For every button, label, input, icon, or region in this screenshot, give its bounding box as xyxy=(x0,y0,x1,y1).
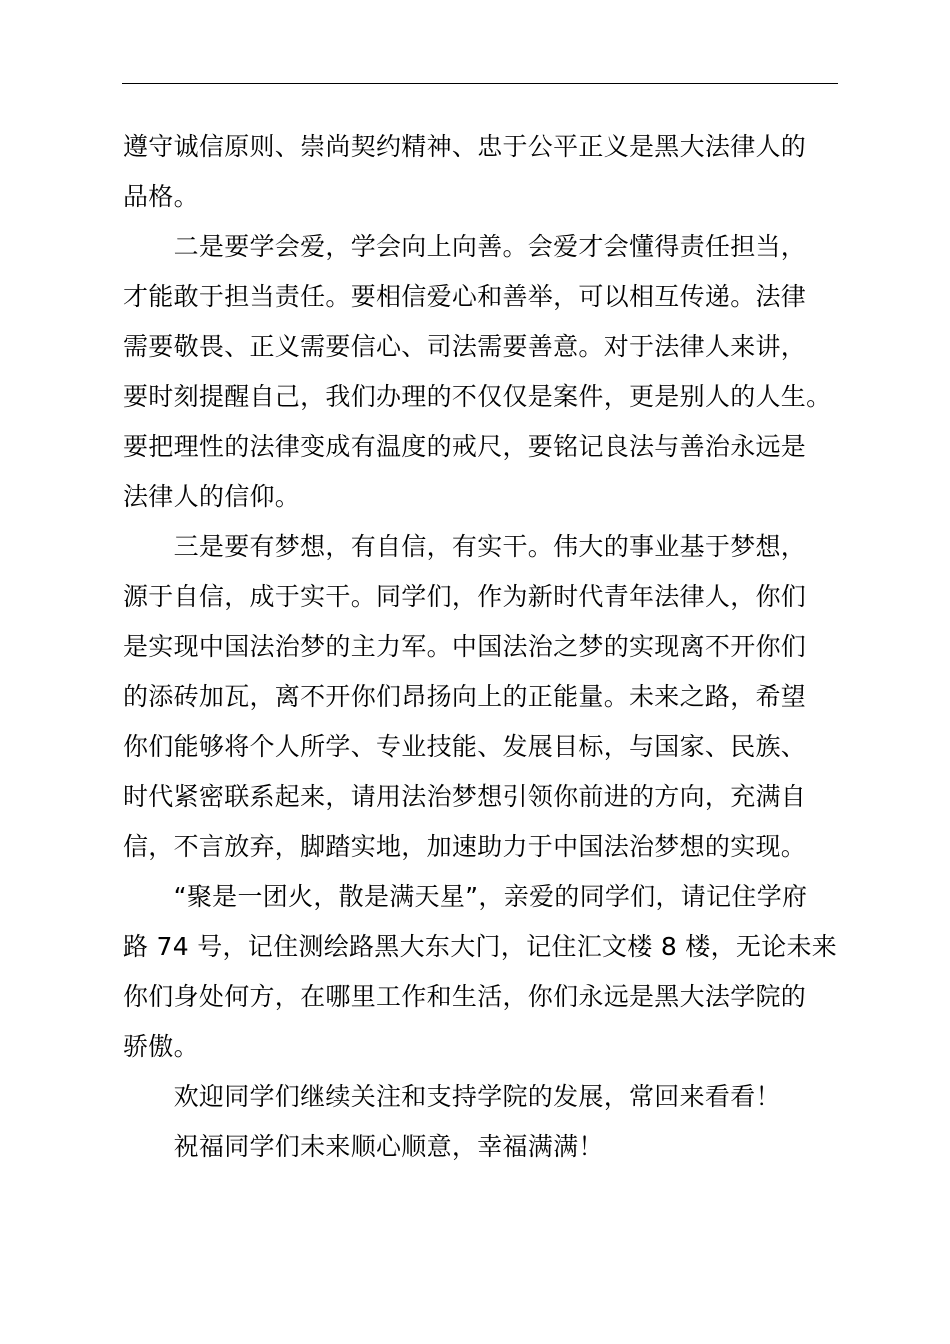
text-line: 源于自信，成于实干。同学们，作为新时代青年法律人，你们 xyxy=(123,582,807,611)
text-line: 法律人的信仰。 xyxy=(123,482,301,511)
paragraph-integrity xyxy=(123,122,839,222)
text-line: “聚是一团火，散是满天星”，亲爱的同学们，请记住学府 xyxy=(123,882,808,911)
text-line: 是实现中国法治梦的主力军。中国法治之梦的实现离不开你们 xyxy=(123,632,807,661)
text-line: 二是要学会爱，学会向上向善。会爱才会懂得责任担当， xyxy=(123,232,807,261)
paragraph-welcome xyxy=(123,1072,839,1122)
text-line: 要把理性的法律变成有温度的戒尺，要铭记良法与善治永远是 xyxy=(123,432,807,461)
text-line: 路 74 号，记住测绘路黑大东大门，记住汇文楼 8 楼，无论未来 xyxy=(123,932,838,961)
paragraph-blessing xyxy=(123,1122,839,1172)
text-line: 时代紧密联系起来，请用法治梦想引领你前进的方向，充满自 xyxy=(123,782,807,811)
text-line: 祝福同学们未来顺心顺意，幸福满满！ xyxy=(123,1132,604,1161)
text-line: 需要敬畏、正义需要信心、司法需要善意。对于法律人来讲， xyxy=(123,332,807,361)
text-line: 欢迎同学们继续关注和支持学院的发展，常回来看看！ xyxy=(123,1082,781,1111)
text-line: 的添砖加瓦，离不开你们昂扬向上的正能量。未来之路，希望 xyxy=(123,682,807,711)
paragraph-love xyxy=(123,222,839,522)
paragraph-dream xyxy=(123,522,839,872)
text-line: 你们身处何方，在哪里工作和生活，你们永远是黑大法学院的 xyxy=(123,982,807,1011)
text-line: 要时刻提醒自己，我们办理的不仅仅是案件，更是别人的人生。 xyxy=(123,382,832,411)
text-line: 骄傲。 xyxy=(123,1032,199,1061)
text-line: 信，不言放弃，脚踏实地，加速助力于中国法治梦想的实现。 xyxy=(123,832,807,861)
header-rule xyxy=(122,83,838,84)
text-line: 三是要有梦想，有自信，有实干。伟大的事业基于梦想， xyxy=(123,532,807,561)
text-line: 遵守诚信原则、崇尚契约精神、忠于公平正义是黑大法律人的 xyxy=(123,132,807,161)
text-line: 你们能够将个人所学、专业技能、发展目标，与国家、民族、 xyxy=(123,732,807,761)
paragraph-remember xyxy=(123,872,839,1072)
text-line: 才能敢于担当责任。要相信爱心和善举，可以相互传递。法律 xyxy=(123,282,807,311)
text-line: 品格。 xyxy=(123,182,199,211)
body-text xyxy=(123,122,839,1172)
